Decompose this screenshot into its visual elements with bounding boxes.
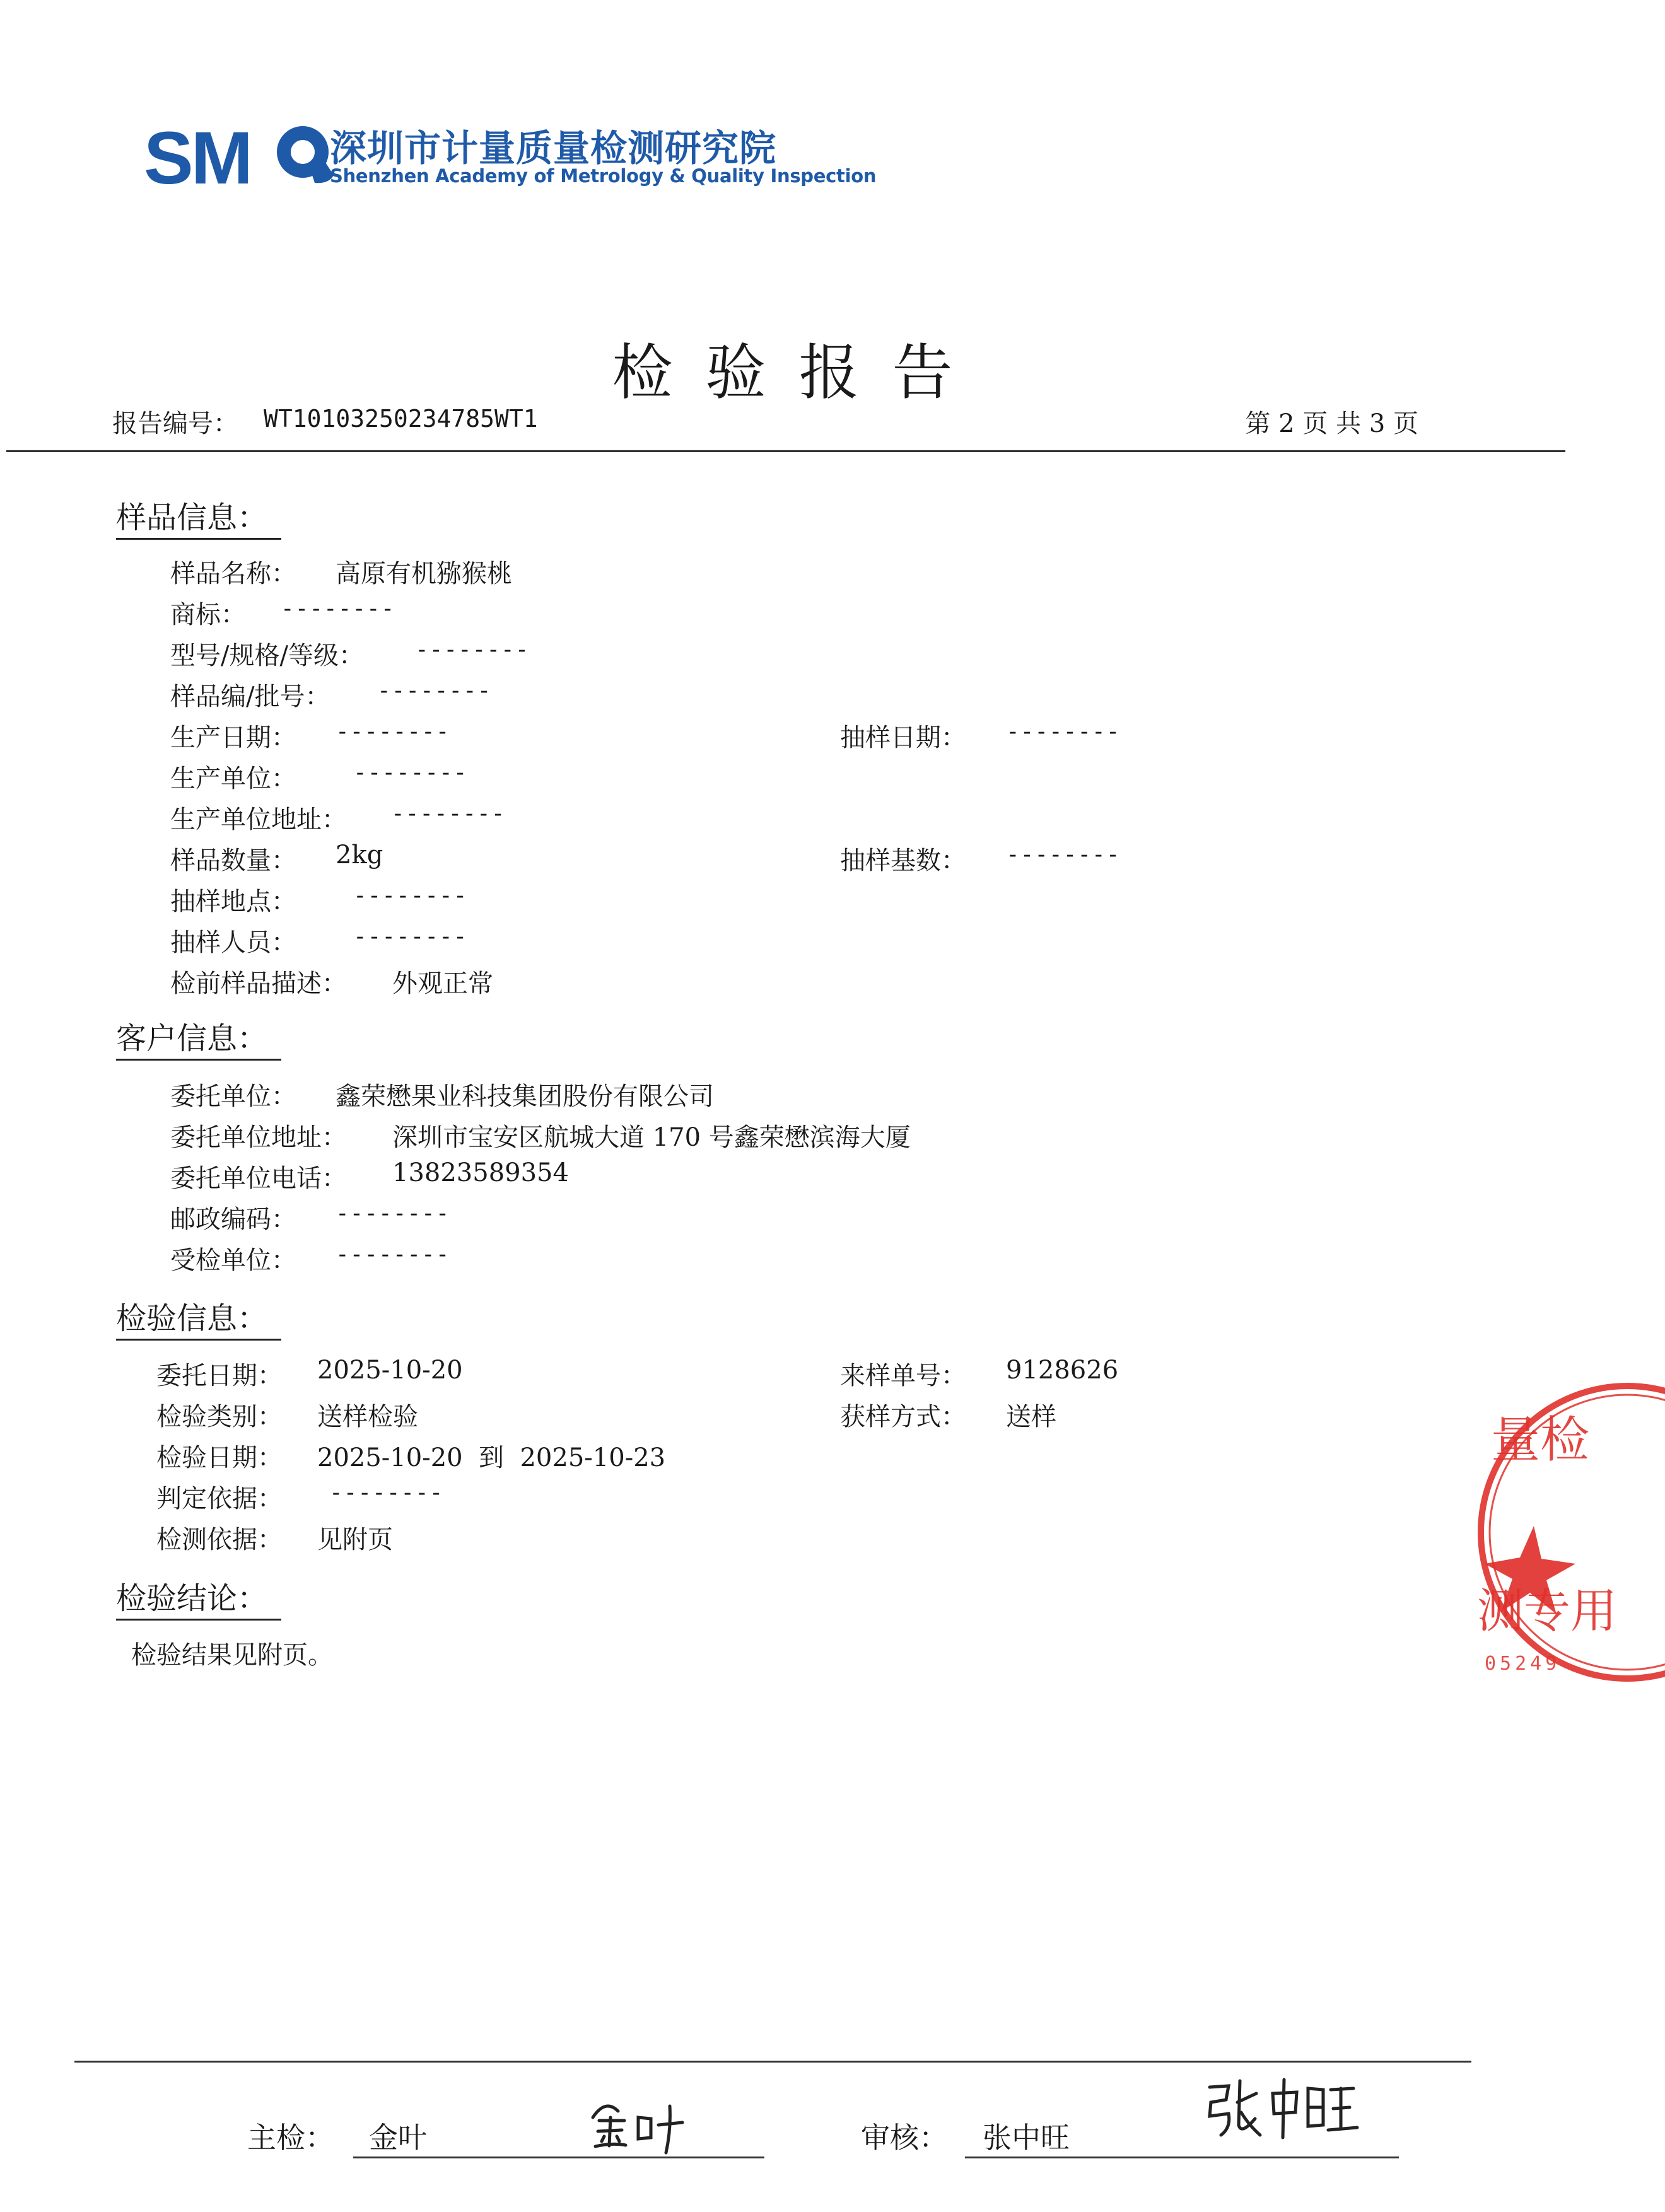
sampling-place-value: -------- xyxy=(353,883,468,909)
sampling-date-value: -------- xyxy=(1006,719,1121,745)
reviewer-signature-line xyxy=(965,2157,1399,2158)
logo-mark: SM xyxy=(144,117,250,200)
commission-date-label: 委托日期： xyxy=(156,1361,283,1390)
production-date-value: -------- xyxy=(336,719,450,745)
brand-label: 商标： xyxy=(170,600,246,629)
inspection-category-label: 检验类别： xyxy=(156,1402,283,1431)
obtain-method-label: 获样方式： xyxy=(840,1402,966,1431)
inspection-info-heading: 检验信息： xyxy=(116,1294,281,1341)
report-title: 检验报告 xyxy=(612,337,986,408)
conclusion-heading: 检验结论： xyxy=(116,1574,281,1621)
producer-value: -------- xyxy=(353,760,468,786)
sampler-label: 抽样人员： xyxy=(170,928,296,957)
postcode-value: -------- xyxy=(336,1201,450,1226)
client-address-label: 委托单位地址： xyxy=(170,1123,347,1152)
sample-info-heading: 样品信息： xyxy=(116,493,281,540)
inspector-label: 主检： xyxy=(247,2121,334,2155)
sampler-value: -------- xyxy=(353,924,468,950)
report-number-value: WT10103250234785WT1 xyxy=(264,405,538,433)
stamp-text-top: 量检 xyxy=(1491,1412,1590,1469)
producer-address-label: 生产单位地址： xyxy=(170,805,347,834)
sampling-base-label: 抽样基数： xyxy=(840,846,966,875)
sampling-date-label: 抽样日期： xyxy=(840,723,966,752)
sampling-base-value: -------- xyxy=(1006,842,1121,868)
report-number-label: 报告编号： xyxy=(112,409,238,438)
institute-name-en: Shenzhen Academy of Metrology & Quality Inspection xyxy=(330,165,877,187)
header-divider xyxy=(6,450,1565,452)
batch-label: 样品编/批号： xyxy=(170,682,330,711)
client-label: 委托单位： xyxy=(170,1082,296,1111)
producer-address-value: -------- xyxy=(391,801,506,827)
reviewer-name: 张中旺 xyxy=(983,2121,1070,2155)
producer-label: 生产单位： xyxy=(170,764,296,793)
sample-quantity-label: 样品数量： xyxy=(170,846,296,875)
judgment-basis-value: -------- xyxy=(329,1480,444,1506)
sample-description-label: 检前样品描述： xyxy=(170,969,347,998)
inspection-date-label: 检验日期： xyxy=(156,1443,283,1472)
institute-name-cn: 深圳市计量质量检测研究院 xyxy=(330,127,777,170)
client-address-value: 深圳市宝安区航城大道 170 号鑫荣懋滨海大厦 xyxy=(392,1123,911,1152)
inspected-unit-label: 受检单位： xyxy=(170,1246,296,1275)
batch-value: -------- xyxy=(377,678,492,704)
reviewer-label: 审核： xyxy=(861,2121,948,2155)
client-phone-label: 委托单位电话： xyxy=(170,1164,347,1193)
reviewer-signature xyxy=(1203,2075,1361,2144)
inspected-unit-value: -------- xyxy=(336,1242,450,1267)
official-seal-stamp xyxy=(1476,1375,1665,1690)
client-phone-value: 13823589354 xyxy=(392,1158,569,1187)
brand-value: -------- xyxy=(281,596,395,622)
judgment-basis-label: 判定依据： xyxy=(156,1484,283,1513)
model-label: 型号/规格/等级： xyxy=(170,641,364,670)
inspector-signature-line xyxy=(353,2157,764,2158)
institute-logo xyxy=(144,114,877,208)
sample-name-value: 高原有机猕猴桃 xyxy=(336,559,512,588)
inspector-signature xyxy=(580,2092,687,2155)
sample-description-value: 外观正常 xyxy=(392,969,493,998)
postcode-label: 邮政编码： xyxy=(170,1205,296,1234)
test-basis-label: 检测依据： xyxy=(156,1525,283,1554)
commission-date-value: 2025-10-20 xyxy=(317,1356,463,1385)
test-basis-value: 见附页 xyxy=(317,1525,393,1554)
footer-divider xyxy=(74,2061,1471,2063)
inspection-date-value: 2025-10-20 到 2025-10-23 xyxy=(317,1443,666,1472)
client-value: 鑫荣懋果业科技集团股份有限公司 xyxy=(336,1082,714,1111)
production-date-label: 生产日期： xyxy=(170,723,296,752)
model-value: -------- xyxy=(415,637,530,663)
stamp-text-mid: 测专用 xyxy=(1477,1584,1617,1638)
obtain-method-value: 送样 xyxy=(1006,1402,1056,1431)
inspection-category-value: 送样检验 xyxy=(317,1402,418,1431)
conclusion-text: 检验结果见附页。 xyxy=(131,1641,333,1670)
sample-number-label: 来样单号： xyxy=(840,1361,966,1390)
inspector-name: 金叶 xyxy=(369,2121,427,2155)
client-info-heading: 客户信息： xyxy=(116,1014,281,1061)
stamp-digits: 05249 xyxy=(1485,1653,1561,1675)
sample-quantity-value: 2kg xyxy=(336,841,383,870)
sampling-place-label: 抽样地点： xyxy=(170,887,296,916)
page-info: 第 2 页 共 3 页 xyxy=(1245,409,1418,438)
sample-number-value: 9128626 xyxy=(1006,1356,1119,1385)
sample-name-label: 样品名称： xyxy=(170,559,296,588)
